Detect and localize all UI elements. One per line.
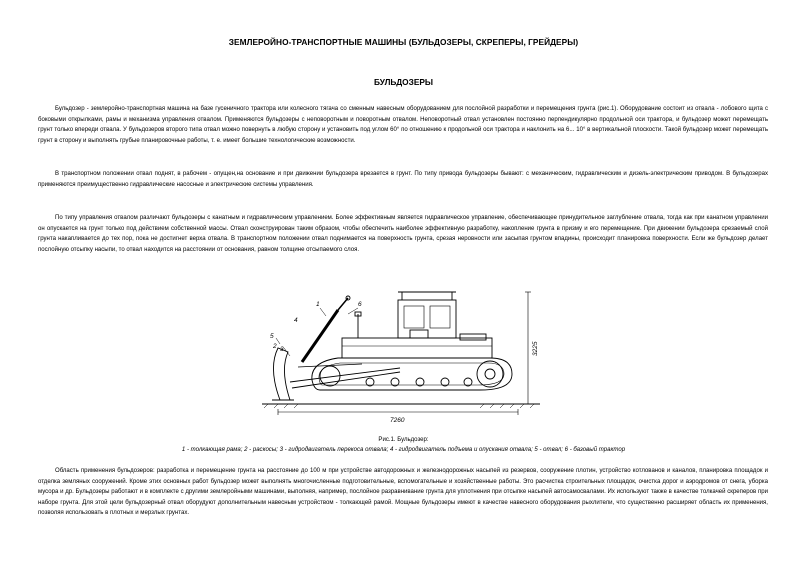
dimension-height-label: 3225 (532, 341, 539, 356)
blade (272, 348, 294, 400)
tractor-body (342, 292, 492, 358)
label-1: 1 (316, 301, 320, 308)
ground-line (262, 404, 540, 408)
dimension-lines (278, 292, 531, 415)
push-frame (290, 364, 400, 388)
bulldozer-figure (250, 272, 550, 432)
label-6: 6 (358, 301, 362, 308)
track-assembly (312, 358, 512, 390)
figure-caption-title: Рис.1. Бульдозер: (378, 437, 429, 443)
paragraph-control-types: По типу управления отвалом различают бульдозеры с канатным и гидравлическим управлением. Более эффективным является гидравлическое управление, обеспечивающее принудительное заглубление отвала, тогда как при канатном управлении он опускается на грунт только под действием собственной массы. Отвал сконструирован таким образом, чтобы обеспечить наиболее эффективную разработку, накопление грунта в призму и его перемещение. При движении бульдозера срезаемый слой грунта накапливается до тех пор, пока не достигнет верха отвала. В транспортном положении отвал поднимается на поверхность грунта, срезая неровности или засыпая грунтом впадины, происходит планировка поверхности. Если же бульдозер делает послойную отсыпку насыпи, то отвал находится на расстоянии от основания, равном толщине отсыпаемого слоя. (38, 215, 768, 253)
dimension-length-label: 7260 (390, 417, 405, 424)
paragraph-applications: Область применения бульдозеров: разработка и перемещение грунта на расстояние до 100 м при устройстве автодорожных и железнодорожных насыпей из резервов, сооружение плотин, устройство котлованов и каналов, планировка площадок и отделка земляных сооружений. Кроме этих основных работ бульдозер может выполнять многочисленные подготовительные, вспомогательные и хозяйственные работы. Это расчистка строительных площадок, очистка дорог и аэродромов от снега, уборка мусора и др. Бульдозеры работают и в комплекте с другими землеройными машинами, выполняя, например, послойное разравнивание грунта для уплотнения при отсыпке насыпей автосамосвалами. Их используют также в качестве толкачей скреперов при наборе грунта. Для этой цели бульдозерный отвал оборудуют дополнительным навесным устройством - толкающей рамой. Мощные бульдозеры имеют в качестве навесного оборудования рыхлители, что существенно расширяет область их применения, позволяя использовать в плотных и мерзлых грунтах. (38, 468, 768, 517)
label-2: 2 (273, 343, 277, 350)
paragraph-definition: Бульдозер - землеройно-транспортная машина на базе гусеничного трактора или колесного тягача со сменным навесным оборудованием для послойной разработки и перемещения грунта (рис.1). Оборудование состоит из отвала - лобового щита с боковыми открылками, рамы и механизма управления отвалом. Применяются бульдозеры с неповоротным и поворотным отвалом. Неповоротный отвал установлен постоянно перпендикулярно продольной оси трактора, и бульдозер может перемещать грунт только впереди отвала. У бульдозеров второго типа отвал можно повернуть в любую сторону и установить под углом 60° по отношению к продольной оси трактора и наклонить на 6... 10° в вертикальной плоскости. Такой бульдозер может перемещать грунт в сторону и выполнять грубые планировочные работы, т. е. имеет большие технологические возможности. (38, 106, 768, 144)
leader-lines (276, 308, 358, 356)
section-title: БУЛЬДОЗЕРЫ (373, 77, 434, 87)
label-3: 3 (280, 346, 284, 353)
figure-caption-legend: 1 - толкающая рама; 2 - раскосы; 3 - гидродвигатель перекоса отвала; 4 - гидродвигатель подъема и опускания отвала; 5 - отвал; 6 - базовый трактор (181, 447, 626, 453)
chapter-title: ЗЕМЛЕРОЙНО-ТРАНСПОРТНЫЕ МАШИНЫ (БУЛЬДОЗЕРЫ, СКРЕПЕРЫ, ГРЕЙДЕРЫ) (228, 37, 579, 47)
figure-caption-text (0, 446, 807, 455)
label-5: 5 (270, 333, 274, 340)
bulldozer-drawing (250, 272, 550, 432)
hydraulic-cylinder (302, 296, 350, 362)
label-4: 4 (294, 317, 298, 324)
paragraph-drive-types: В транспортном положении отвал поднят, в рабочем - опущен,на основание и при движении бульдозера врезается в грунт. По типу привода бульдозеры бывают: с механическим, гидравлическим и дизель-электрическим приводом. В бульдозерах применяются преимущественно гидравлические насосные и электрические системы управления. (38, 171, 768, 188)
